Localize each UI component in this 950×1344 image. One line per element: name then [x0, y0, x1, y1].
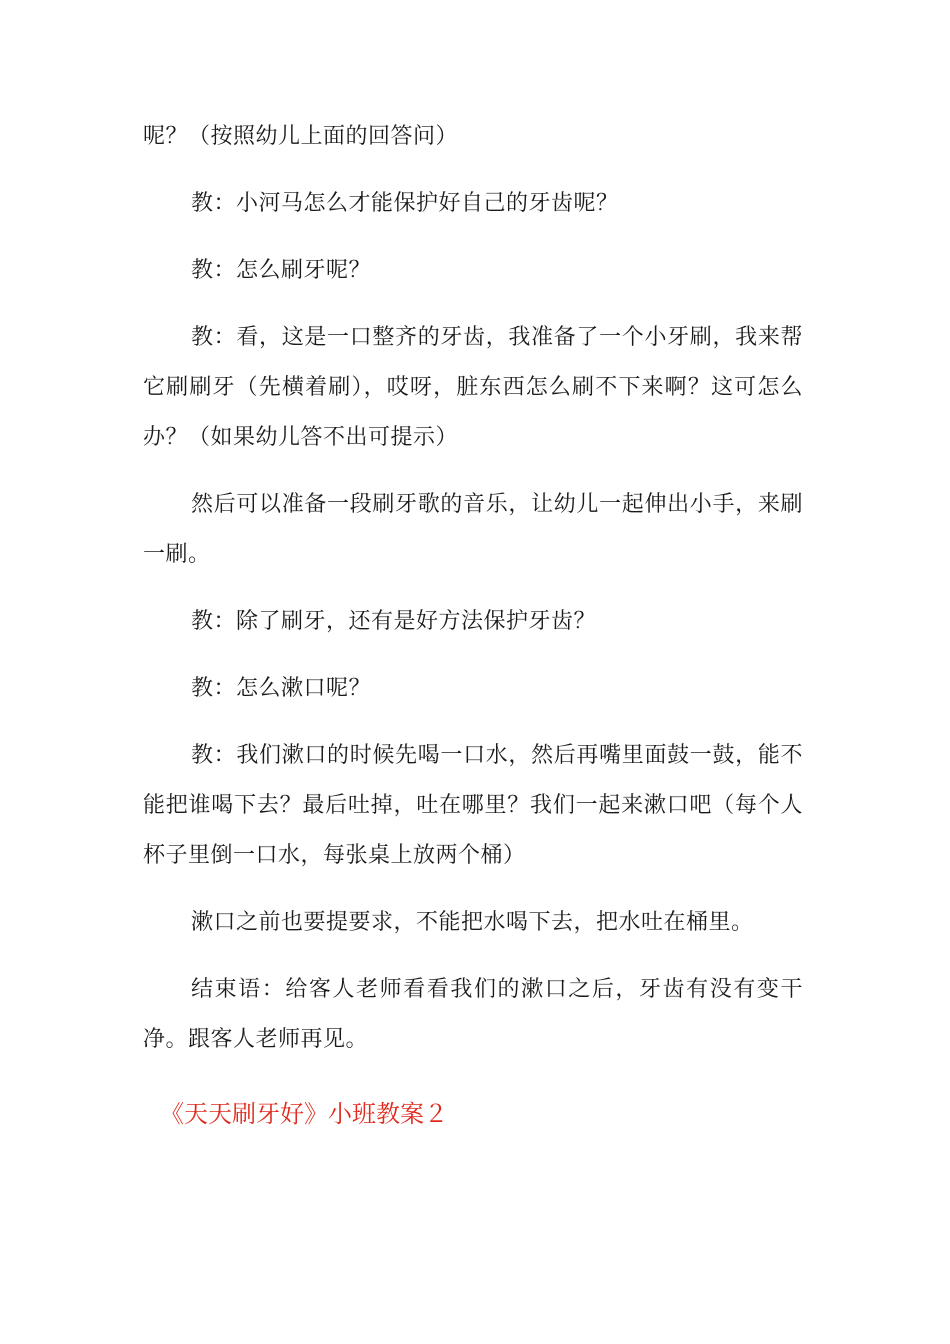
paragraph-how-rinse: 教：怎么漱口呢？ — [191, 676, 372, 701]
paragraph-protect-teeth-question: 教：小河马怎么才能保护好自己的牙齿呢？ — [191, 191, 619, 216]
section-heading: 《天天刷牙好》小班教案２ — [160, 1100, 448, 1128]
paragraph-brush-demo: 教：看，这是一口整齐的牙齿，我准备了一个小牙刷，我来帮它刷刷牙（先横着刷），哎呀，脏东西怎么刷不下来啊？这可怎么办？（如果幼儿答不出可提示） — [143, 325, 803, 450]
paragraph-other-methods: 教：除了刷牙，还有是好方法保护牙齿？ — [191, 609, 597, 634]
paragraph-rinse-demo: 教：我们漱口的时候先喝一口水，然后再嘴里面鼓一鼓，能不能把谁喝下去？最后吐掉，吐在哪里？我们一起来漱口吧（每个人杯子里倒一口水，每张桌上放两个桶） — [143, 743, 803, 868]
paragraph-brush-song: 然后可以准备一段刷牙歌的音乐，让幼儿一起伸出小手，来刷一刷。 — [143, 492, 803, 567]
paragraph-continuation: 呢？（按照幼儿上面的回答问） — [143, 124, 459, 149]
paragraph-closing: 结束语：给客人老师看看我们的漱口之后，牙齿有没有变干净。跟客人老师再见。 — [143, 977, 803, 1052]
document-body — [143, 112, 803, 1082]
paragraph-how-brush: 教：怎么刷牙呢？ — [191, 258, 372, 283]
paragraph-rinse-rules: 漱口之前也要提要求，不能把水喝下去，把水吐在桶里。 — [191, 910, 754, 935]
